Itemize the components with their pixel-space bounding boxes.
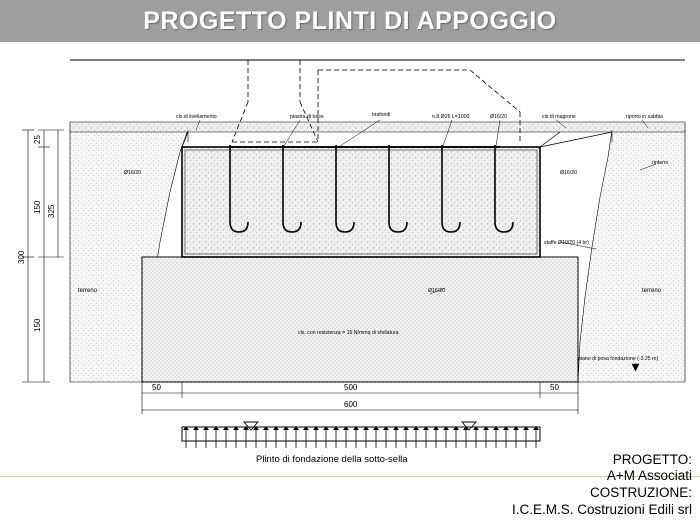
lean-concrete-block (142, 257, 578, 382)
label-sand-fill: riporto in sabbia (626, 114, 663, 120)
credits-block (512, 452, 692, 520)
credits-progetto-label: PROGETTO: (612, 451, 692, 467)
label-rebar-top: Ø16/20 (490, 114, 508, 120)
dim-300: 300 (17, 250, 26, 264)
label-rebar-left: Ø16/20 (124, 170, 142, 176)
label-bolt-spec: n.8 Ø26 L=1000 (432, 114, 470, 120)
dim-500: 500 (344, 383, 358, 392)
dim-50-right: 50 (550, 383, 559, 392)
label-lean-concrete: cls di magrone (542, 114, 576, 120)
label-foundation-level: piano di posa fondazione (-3.25 m) (578, 356, 659, 362)
load-diagram (182, 422, 540, 448)
label-rebar-right: Ø16/20 (560, 170, 578, 176)
credits-costruzione-label: COSTRUZIONE: (589, 485, 692, 501)
topsoil-layer (70, 122, 685, 132)
drawing-caption: Plinto di fondazione della sotto-sella (256, 454, 408, 465)
label-soil-right: terreno (642, 288, 662, 294)
label-levelling-concrete: cls di livellamento (176, 114, 217, 120)
dim-150-lower: 150 (33, 318, 42, 332)
page-title: PROGETTO PLINTI DI APPOGGIO (143, 6, 557, 35)
plinth-block (182, 147, 540, 257)
label-concrete-note: cls. con resistenza = 15 N/mmq di sfollatura (298, 330, 399, 336)
dim-25: 25 (33, 135, 42, 144)
label-anchor-bolts: tirafondi (372, 112, 391, 118)
dim-325: 325 (47, 204, 56, 218)
horizontal-dimension-lines (142, 382, 578, 414)
credits-progetto-value: A+M Associati (606, 468, 692, 484)
label-rebar-mid-lower: Ø16/20 (428, 288, 446, 294)
label-base-plate: piastra di base (290, 114, 324, 120)
credits-costruzione-value: I.C.E.M.S. Costruzioni Edili srl (511, 502, 692, 518)
dim-600: 600 (344, 400, 358, 409)
label-soil-left: terreno (78, 288, 98, 294)
dim-50-left: 50 (152, 383, 161, 392)
soil-right (578, 130, 685, 382)
vertical-dimension-lines (22, 130, 64, 382)
label-backfill: rinterro (652, 160, 669, 166)
title-bar (0, 0, 700, 42)
dim-150-upper: 150 (33, 200, 42, 214)
label-stirrups: staffe Ø10/20 (4 br) (544, 240, 589, 246)
